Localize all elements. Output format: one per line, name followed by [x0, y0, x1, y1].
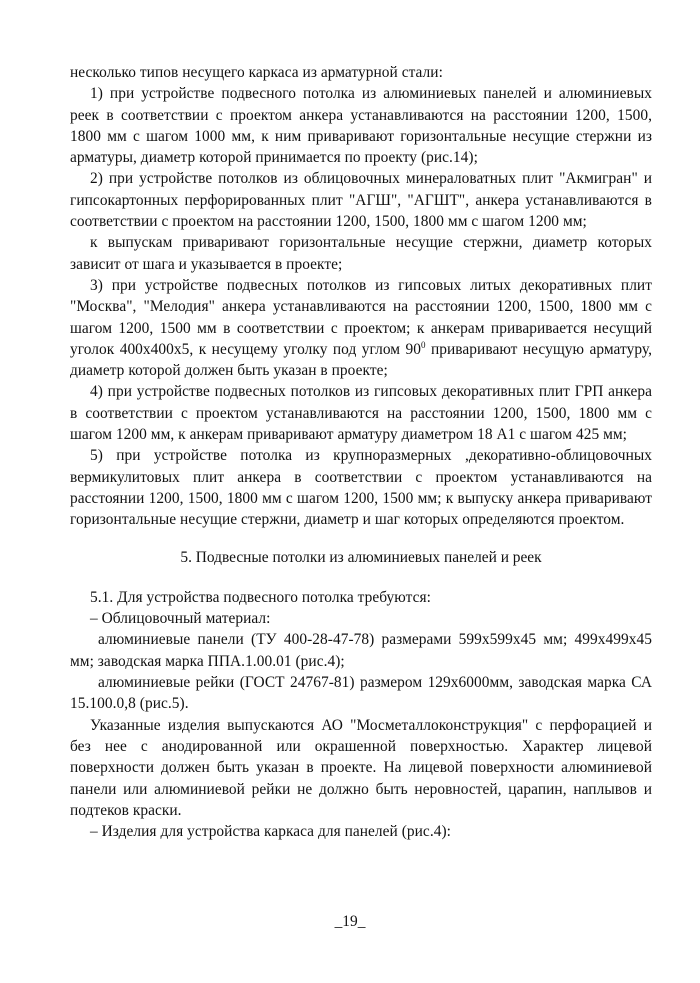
list-item-3-text: 3) при устройстве подвесных потолков из гипсовых литых декоративных плит "Москва", "Мелодия" анкера устанавливаются на расстоянии 1200, 1500, 1800 мм с шагом 1200, 1500 мм в соответствии с проектом; к анкерам приваривается несущий уголок 400х400х5, к несущему уголку под углом 90 [70, 276, 652, 358]
list-item-2: 2) при устройстве потолков из облицовочных минераловатных плит "Акмигран" и гипсокартонных перфорированных плит "АГШ", "АГШТ", анкера устанавливаются в соответствии с проектом на расстоянии 1200, 1500, 1800 мм с шагом 1200 мм; [70, 170, 652, 231]
frame-items-label: – Изделия для устройства каркаса для панелей (рис.4): [90, 823, 451, 841]
panels-spec: алюминиевые панели (ТУ 400-28-47-78) размерами 599х599х45 мм; 499х499х45 мм; заводская марка ППА.1.00.01 (рис.4); [70, 631, 652, 670]
intro-paragraph: несколько типов несущего каркаса из арматурной стали: [70, 64, 443, 81]
list-item-5: 5) при устройстве потолка из крупноразмерных ,декоративно-облицовочных вермикулитовых плит анкера в соответствии с проектом устанавливаются на расстоянии 1200, 1500, 1800 мм с шагом 1200, 1500 мм; к выпуску анкера приваривают горизонтальные несущие стержни, диаметр и шаг которых определяются проектом. [70, 447, 652, 529]
producer-paragraph: Указанные изделия выпускаются АО "Мосметаллоконструкция" с перфорацией и без нее с анодированной или окрашенной поверхностью. Характер лицевой поверхности должен быть указан в проекте. На лицевой поверхности алюминиевой панели или алюминиевой рейки не должно быть неровностей, царапин, наплывов и подтеков краски. [70, 716, 652, 819]
degree-superscript: 0 [421, 339, 426, 350]
clause-5-1: 5.1. Для устройства подвесного потолка требуются: [90, 588, 431, 606]
rails-spec: алюминиевые рейки (ГОСТ 24767-81) размером 129х6000мм, заводская марка СА 15.100.0,8 (рис.5). [70, 674, 652, 713]
list-item-2-continuation: к выпускам приваривают горизонтальные несущие стержни, диаметр которых зависит от шага и указывается в проекте; [70, 234, 652, 273]
section-heading: 5. Подвесные потолки из алюминиевых панелей и реек [180, 548, 542, 566]
page-number: _19_ [334, 913, 366, 930]
list-item-4: 4) при устройстве подвесных потолков из гипсовых декоративных плит ГРП анкера в соответствии с проектом устанавливаются на расстоянии 1200, 1500, 1800 мм с шагом 1200 мм, к анкерам приваривают арматуру диаметром 18 А1 с шагом 425 мм; [70, 383, 652, 444]
list-item-3 [70, 275, 652, 381]
facing-material-label: – Облицовочный материал: [90, 610, 271, 628]
list-item-3-text-end: приваривают несущую арматуру, диаметр которой должен быть указан в проекте; [70, 340, 652, 380]
list-item-1: 1) при устройстве подвесного потолка из алюминиевых панелей и алюминиевых реек в соответствии с проектом анкера устанавливаются на расстоянии 1200, 1500, 1800 мм с шагом 1000 мм, к ним приваривают горизонтальные несущие стержни из арматуры, диаметр которой принимается по проекту (рис.14); [70, 85, 652, 167]
